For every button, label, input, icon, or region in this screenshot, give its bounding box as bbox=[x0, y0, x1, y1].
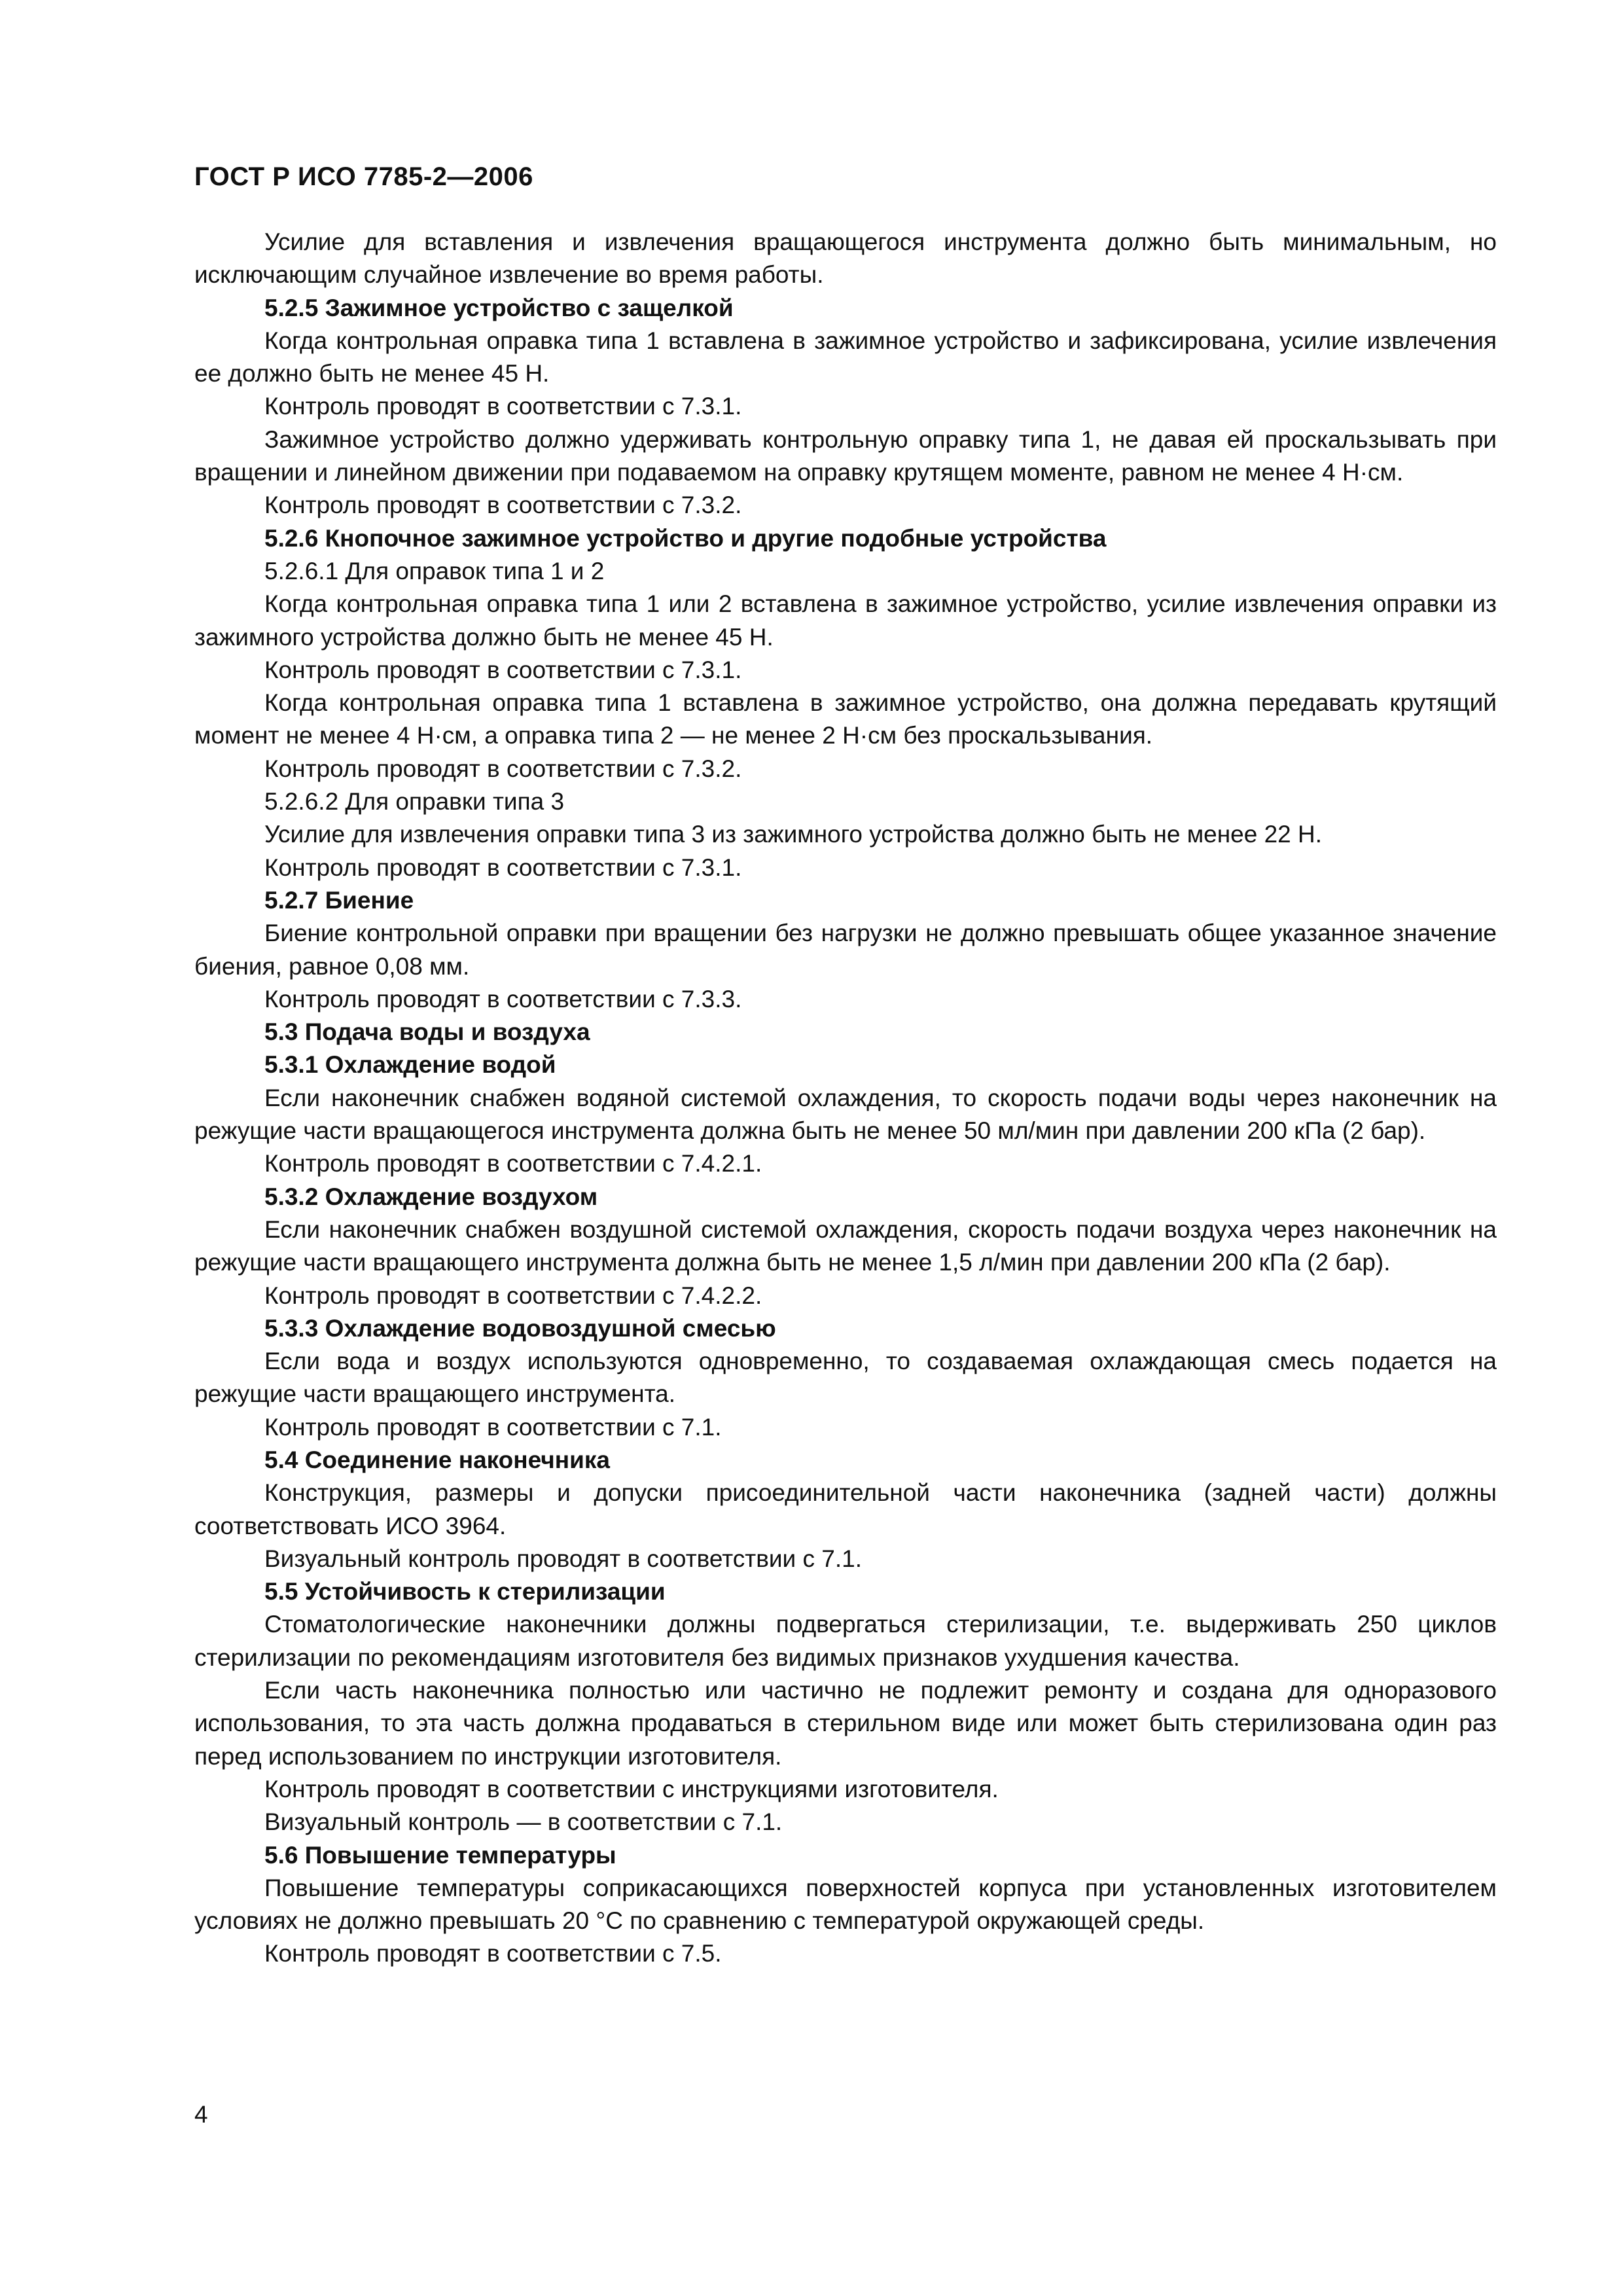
paragraph: Когда контрольная оправка типа 1 вставлена в зажимное устройство, она должна передавать крутящий момент не менее 4 Н·см, а оправка типа 2 — не менее 2 Н·см без проскальзывания. bbox=[194, 689, 1497, 749]
paragraph: Когда контрольная оправка типа 1 или 2 вставлена в зажимное устройство, усилие извлечения оправки из зажимного устройства должно быть не менее 45 Н. bbox=[194, 590, 1497, 651]
paragraph: Контроль проводят в соответствии с 7.3.1. bbox=[264, 656, 742, 683]
paragraph: Конструкция, размеры и допуски присоединительной части наконечника (задней части) должны соответствовать ИСО 3964. bbox=[194, 1479, 1497, 1539]
page-number: 4 bbox=[194, 2101, 208, 2128]
paragraph: Когда контрольная оправка типа 1 вставлена в зажимное устройство и зафиксирована, усилие извлечения ее должно быть не менее 45 Н. bbox=[194, 327, 1497, 387]
paragraph: Контроль проводят в соответствии с инструкциями изготовителя. bbox=[264, 1775, 999, 1803]
section-heading: 5.3.1 Охлаждение водой bbox=[264, 1051, 556, 1079]
paragraph: Контроль проводят в соответствии с 7.4.2.1. bbox=[264, 1150, 762, 1177]
section-heading: 5.2.6 Кнопочное зажимное устройство и другие подобные устройства bbox=[264, 524, 1107, 552]
paragraph: Если наконечник снабжен водяной системой охлаждения, то скорость подачи воды через наконечник на режущие части вращающегося инструмента должна быть не менее 50 мл/мин при давлении 200 кПа (2 бар). bbox=[194, 1084, 1497, 1145]
section-heading: 5.3.3 Охлаждение водовоздушной смесью bbox=[264, 1314, 776, 1342]
paragraph: Контроль проводят в соответствии с 7.3.3. bbox=[264, 985, 742, 1013]
paragraph: Усилие для извлечения оправки типа 3 из зажимного устройства должно быть не менее 22 Н. bbox=[264, 821, 1323, 848]
section-heading: 5.2.5 Зажимное устройство с защелкой bbox=[264, 294, 734, 321]
paragraph: Если вода и воздух используются одновременно, то создаваемая охлаждающая смесь подается на режущие части вращающего инструмента. bbox=[194, 1348, 1497, 1408]
paragraph: Зажимное устройство должно удерживать контрольную оправку типа 1, не давая ей проскальзывать при вращении и линейном движении при подаваемом на оправку крутящем моменте, равном не менее 4 Н·см. bbox=[194, 425, 1497, 486]
paragraph: Если наконечник снабжен воздушной системой охлаждения, скорость подачи воздуха через наконечник на режущие части вращающего инструмента должна быть не менее 1,5 л/мин при давлении 200 кПа (2 бар). bbox=[194, 1215, 1497, 1276]
paragraph: Контроль проводят в соответствии с 7.3.2. bbox=[264, 755, 742, 782]
subsection-heading: 5.2.6.2 Для оправки типа 3 bbox=[264, 788, 565, 816]
paragraph: Биение контрольной оправки при вращении без нагрузки не должно превышать общее указанное значение биения, равное 0,08 мм. bbox=[194, 920, 1497, 980]
paragraph: Визуальный контроль — в соответствии с 7.1. bbox=[264, 1808, 783, 1836]
section-heading: 5.2.7 Биение bbox=[264, 886, 414, 914]
paragraph: Контроль проводят в соответствии с 7.1. bbox=[264, 1413, 722, 1441]
paragraph: Если часть наконечника полностью или частично не подлежит ремонту и создана для одноразового использования, то эта часть должна продаваться в стерильном виде или может быть стерилизована один раз перед использованием по инструкции изготовителя. bbox=[194, 1677, 1497, 1770]
subsection-heading: 5.2.6.1 Для оправок типа 1 и 2 bbox=[264, 557, 605, 584]
paragraph: Контроль проводят в соответствии с 7.3.2. bbox=[264, 492, 742, 519]
paragraph: Контроль проводят в соответствии с 7.3.1. bbox=[264, 393, 742, 420]
section-heading: 5.3.2 Охлаждение воздухом bbox=[264, 1183, 598, 1210]
section-heading: 5.4 Соединение наконечника bbox=[264, 1446, 610, 1473]
paragraph: Контроль проводят в соответствии с 7.4.2.2. bbox=[264, 1282, 762, 1309]
paragraph: Повышение температуры соприкасающихся поверхностей корпуса при установленных изготовителем условиях не должно превышать 20 °С по сравнению с температурой окружающей среды. bbox=[194, 1874, 1497, 1935]
paragraph: Стоматологические наконечники должны подвергаться стерилизации, т.е. выдерживать 250 циклов стерилизации по рекомендациям изготовителя без видимых признаков ухудшения качества. bbox=[194, 1611, 1497, 1671]
section-heading: 5.5 Устойчивость к стерилизации bbox=[264, 1578, 666, 1605]
section-heading: 5.6 Повышение температуры bbox=[264, 1841, 616, 1869]
paragraph: Визуальный контроль проводят в соответствии с 7.1. bbox=[264, 1545, 862, 1572]
section-heading: 5.3 Подача воды и воздуха bbox=[264, 1018, 590, 1046]
document-header: ГОСТ Р ИСО 7785-2—2006 bbox=[194, 162, 533, 191]
paragraph: Контроль проводят в соответствии с 7.5. bbox=[264, 1940, 722, 1967]
paragraph: Усилие для вставления и извлечения вращающегося инструмента должно быть минимальным, но исключающим случайное извлечение во время работы. bbox=[194, 228, 1497, 289]
document-body bbox=[194, 226, 1497, 1971]
paragraph: Контроль проводят в соответствии с 7.3.1. bbox=[264, 853, 742, 881]
